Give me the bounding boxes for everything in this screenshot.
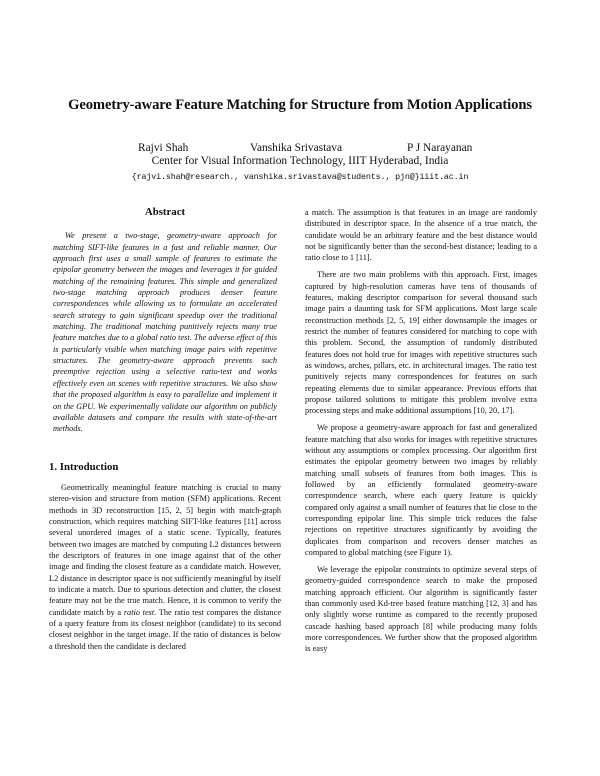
author-name: P J Narayanan: [407, 142, 473, 154]
paragraph: We leverage the epipolar constraints to optimize several steps of geometry-guided correspondence search to make the proposed matching approach efficient. Our algorithm is significantly faster than commonly used Kd-tree based feature matching [12, 3] and has only slightly worse runtime as compared to the recently proposed cascade hashing based approach [8] while producing many folds more correspondences. We further show that the proposed algorithm is easy: [305, 564, 537, 654]
author-name: Vanshika Srivastava: [250, 142, 343, 154]
abstract-text: We present a two-stage, geometry-aware approach for matching SIFT-like features in a fast and reliable manner. Our approach first uses a small sample of features to estimate the epipolar geometry between the images and leverages it for guided matching of the remaining features. This simple and generalized two-stage matching approach produces denser feature correspondences while allowing us to formulate an accelerated search strategy to gain significant speedup over the traditional matching. The traditional matching punitively rejects many true feature matches due to a global ratio test. The adverse effect of this is particularly visible when matching image pairs with repetitive structures. The geometry-aware approach prevents such preemptive rejection using a selective ratio-test and works effectively even on scenes with repetitive structures. We also show that the proposed algorithm is easy to parallelize and implement it on the GPU. We experimentally validate our algorithm on publicly available datasets and compare the results with state-of-the-art methods.: [53, 231, 277, 434]
author-emails: {rajvi.shah@research., vanshika.srivastava@students., pjn@}iiit.ac.in: [131, 172, 469, 182]
paragraph-text: Geometrically meaningful feature matching is crucial to many stereo-vision and structure from motion (SFM) applications. Recent methods in 3D reconstruction [15, 2, 5] begin with match-graph construction, which requires matching SIFT-like features [11] across several unordered images of a static scene. Typically, features between two images are matched by computing L2 distances between the descriptors of features in one image against that of the other image and finding the closest feature as a candidate match. However, L2 distance in descriptor space is not sufficiently meaningful by itself to indicate a match. Due to spurious detection and clutter, the closest feature may not be the true match. Hence, it is common to verify the candidate match by a: [49, 482, 281, 617]
abstract-heading: Abstract: [144, 206, 186, 218]
emphasis-text: ratio test.: [123, 607, 157, 617]
paper-title: Geometry-aware Feature Matching for Structure from Motion Applications: [68, 97, 532, 113]
affiliation: Center for Visual Information Technology, IIIT Hyderabad, India: [151, 155, 449, 167]
left-column: [49, 207, 281, 652]
paragraph: There are two main problems with this approach. First, images captured by high-resolution cameras have tens of thousands of features, making descriptor comparison for several thousand such image pairs a daunting task for SFM applications. Most large scale reconstruction methods [2, 5, 19] either downsample the images or restrict the number of features considered for matching to cope with this problem. Second, the assumption of randomly distributed features does not hold true for images with repetitive structures such as windows, arches, pillars, etc. in architectural images. The ratio test punitively rejects many correspondences for features on such repeating elements due to similar appearance. Previous efforts that propose tailored solutions to mitigate this problem involve extra processing steps and make additional assumptions [10, 20, 17].: [305, 270, 537, 416]
paragraph: We propose a geometry-aware approach for fast and generalized feature matching that also works for images with repetitive structures without any assumptions or complex processing. Our algorithm first estimates the epipolar geometry between two images by reliably matching small subsets of features from both images. This is followed by an efficiently formulated geometry-aware correspondence search, where each query feature is quickly compared only against a small number of features that lie close to the corresponding epipolar line. This simple trick reduces the false rejections on repetitive structures significantly by avoiding the duplicates from comparison and recovers denser matches as compared to global matching (see Figure 1).: [305, 423, 537, 557]
paragraph: a match. The assumption is that features in an image are randomly distributed in descriptor space. In the absence of a true match, the candidate would be an arbitrary feature and the best distance would not be significantly better than the second-best distance; leading to a ratio close to 1 [11].: [305, 208, 537, 263]
abstract-body: [53, 230, 277, 434]
section-heading-introduction: 1. Introduction: [49, 460, 119, 473]
right-column: [305, 207, 537, 655]
paragraph: [49, 482, 281, 652]
author-name: Rajvi Shah: [138, 142, 189, 154]
paragraph-text: The ratio test compares the distance of a query feature from its closest neighbor (candidate) to its second closest neighbor in the target image. If the ratio of distances is below a threshold then the candidate is declared: [49, 607, 281, 651]
author-list: [0, 142, 600, 156]
